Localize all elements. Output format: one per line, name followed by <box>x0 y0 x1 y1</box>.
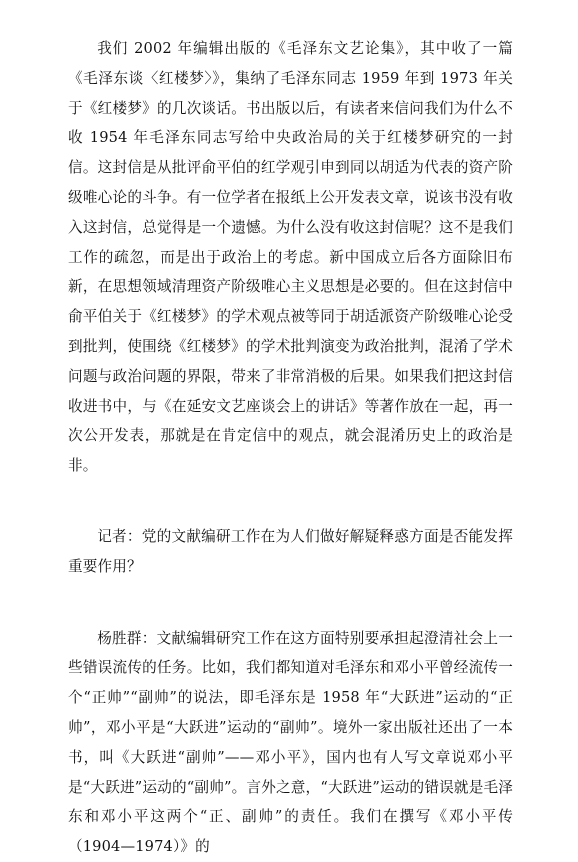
document-page <box>68 34 513 862</box>
body-paragraph: 我们 2002 年编辑出版的《毛泽东文艺论集》，其中收了一篇《毛泽东谈〈红楼梦〉》，集纳了毛泽东同志 1959 年到 1973 年关于《红楼梦》的几次谈话。书出版以后，有读者来信问我们为什么不收 1954 年毛泽东同志写给中央政治局的关于红楼梦研究的一封信。这封信是从批评俞平伯的红学观引申到同以胡适为代表的资产阶级唯心论的斗争。有一位学者在报纸上公开发表文章，说该书没有收入这封信，总觉得是一个遗憾。为什么没有收这封信呢？这不是我们工作的疏忽，而是出于政治上的考虑。新中国成立后各方面除旧布新，在思想领域清理资产阶级唯心主义思想是必要的。但在这封信中俞平伯关于《红楼梦》的学术观点被等同于胡适派资产阶级唯心论受到批判，使围绕《红楼梦》的学术批判演变为政治批判，混淆了学术问题与政治问题的界限，带来了非常消极的后果。如果我们把这封信收进书中，与《在延安文艺座谈会上的讲话》等著作放在一起，再一次公开发表，那就是在肯定信中的观点，就会混淆历史上的政治是非。 <box>68 40 513 475</box>
interviewee-answer: 杨胜群：文献编辑研究工作在这方面特别要承担起澄清社会上一些错误流传的任务。比如，我们都知道对毛泽东和邓小平曾经流传一个“正帅”“副帅”的说法，即毛泽东是 1958 年“大跃进”运动的“正帅”，邓小平是“大跃进”运动的“副帅”。境外一家出版社还出了一本书，叫《大跃进“副帅”——邓小平》，国内也有人写文章说邓小平是“大跃进”运动的“副帅”。言外之意，“大跃进”运动的错误就是毛泽东和邓小平这两个“正、副帅”的责任。我们在撰写《邓小平传（1904—1974）》的 <box>68 629 513 856</box>
interviewer-question: 记者：党的文献编研工作在为人们做好解疑释惑方面是否能发挥重要作用？ <box>68 527 513 575</box>
